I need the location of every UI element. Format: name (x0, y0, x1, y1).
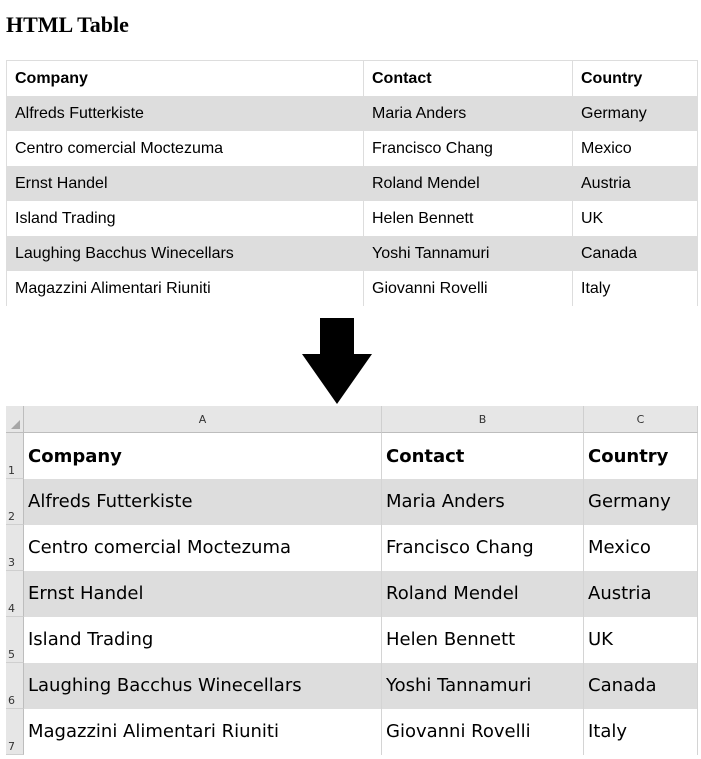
row-number: 6 (8, 694, 15, 707)
spreadsheet (6, 406, 698, 756)
arrow-down-icon (302, 318, 372, 404)
header-contact: Contact (364, 61, 573, 97)
cell-company: Laughing Bacchus Winecellars (7, 236, 364, 271)
row-header-2[interactable] (6, 479, 24, 525)
cell-country: Canada (573, 236, 698, 271)
sheet-cell[interactable]: Canada (584, 663, 698, 709)
row-number: 1 (8, 464, 15, 477)
sheet-cell[interactable]: Mexico (584, 525, 698, 571)
sheet-row (24, 709, 698, 755)
cell-company: Magazzini Alimentari Riuniti (7, 271, 364, 306)
sheet-cell[interactable]: Giovanni Rovelli (382, 709, 584, 755)
sheet-row (24, 433, 698, 479)
row-header-1[interactable] (6, 433, 24, 479)
sheet-row (24, 479, 698, 525)
sheet-row (24, 571, 698, 617)
sheet-cell[interactable]: Maria Anders (382, 479, 584, 525)
column-header-c[interactable]: C (584, 406, 698, 433)
sheet-cell[interactable]: UK (584, 617, 698, 663)
cell-contact: Helen Bennett (364, 201, 573, 236)
sheet-cell[interactable]: Laughing Bacchus Winecellars (24, 663, 382, 709)
table-row (7, 131, 698, 166)
cell-contact: Maria Anders (364, 96, 573, 131)
page-title: HTML Table (6, 12, 129, 37)
cell-contact: Roland Mendel (364, 166, 573, 201)
cell-country: UK (573, 201, 698, 236)
row-header-7[interactable] (6, 709, 24, 755)
table-row (7, 96, 698, 131)
sheet-cell[interactable]: Country (584, 433, 698, 479)
cell-contact: Giovanni Rovelli (364, 271, 573, 306)
row-number: 7 (8, 740, 15, 753)
sheet-cell[interactable]: Helen Bennett (382, 617, 584, 663)
column-header-b[interactable]: B (382, 406, 584, 433)
sheet-cell[interactable]: Italy (584, 709, 698, 755)
sheet-cell[interactable]: Yoshi Tannamuri (382, 663, 584, 709)
sheet-cell[interactable]: Ernst Handel (24, 571, 382, 617)
row-header-4[interactable] (6, 571, 24, 617)
row-header-6[interactable] (6, 663, 24, 709)
row-number: 3 (8, 556, 15, 569)
sheet-cell[interactable]: Centro comercial Moctezuma (24, 525, 382, 571)
column-header-a[interactable]: A (24, 406, 382, 433)
table-row (7, 201, 698, 236)
cell-country: Germany (573, 96, 698, 131)
sheet-cell[interactable]: Contact (382, 433, 584, 479)
sheet-cell[interactable]: Magazzini Alimentari Riuniti (24, 709, 382, 755)
row-number: 4 (8, 602, 15, 615)
cell-company: Ernst Handel (7, 166, 364, 201)
header-country: Country (573, 61, 698, 97)
cell-company: Island Trading (7, 201, 364, 236)
cell-company: Alfreds Futterkiste (7, 96, 364, 131)
cell-contact: Francisco Chang (364, 131, 573, 166)
sheet-cell[interactable]: Island Trading (24, 617, 382, 663)
row-header-3[interactable] (6, 525, 24, 571)
row-header-5[interactable] (6, 617, 24, 663)
sheet-row (24, 617, 698, 663)
sheet-cell[interactable]: Germany (584, 479, 698, 525)
cell-country: Mexico (573, 131, 698, 166)
sheet-cell[interactable]: Roland Mendel (382, 571, 584, 617)
html-table (6, 60, 698, 306)
cell-contact: Yoshi Tannamuri (364, 236, 573, 271)
sheet-row (24, 663, 698, 709)
table-row (7, 166, 698, 201)
row-number: 2 (8, 510, 15, 523)
select-all-corner[interactable] (6, 406, 24, 433)
sheet-cell[interactable]: Francisco Chang (382, 525, 584, 571)
header-company: Company (7, 61, 364, 97)
cell-country: Austria (573, 166, 698, 201)
row-number: 5 (8, 648, 15, 661)
sheet-cell[interactable]: Alfreds Futterkiste (24, 479, 382, 525)
sheet-cell[interactable]: Austria (584, 571, 698, 617)
table-row (7, 236, 698, 271)
sheet-row (24, 525, 698, 571)
cell-country: Italy (573, 271, 698, 306)
table-row (7, 271, 698, 306)
table-header-row (7, 61, 698, 97)
cell-company: Centro comercial Moctezuma (7, 131, 364, 166)
sheet-cell[interactable]: Company (24, 433, 382, 479)
